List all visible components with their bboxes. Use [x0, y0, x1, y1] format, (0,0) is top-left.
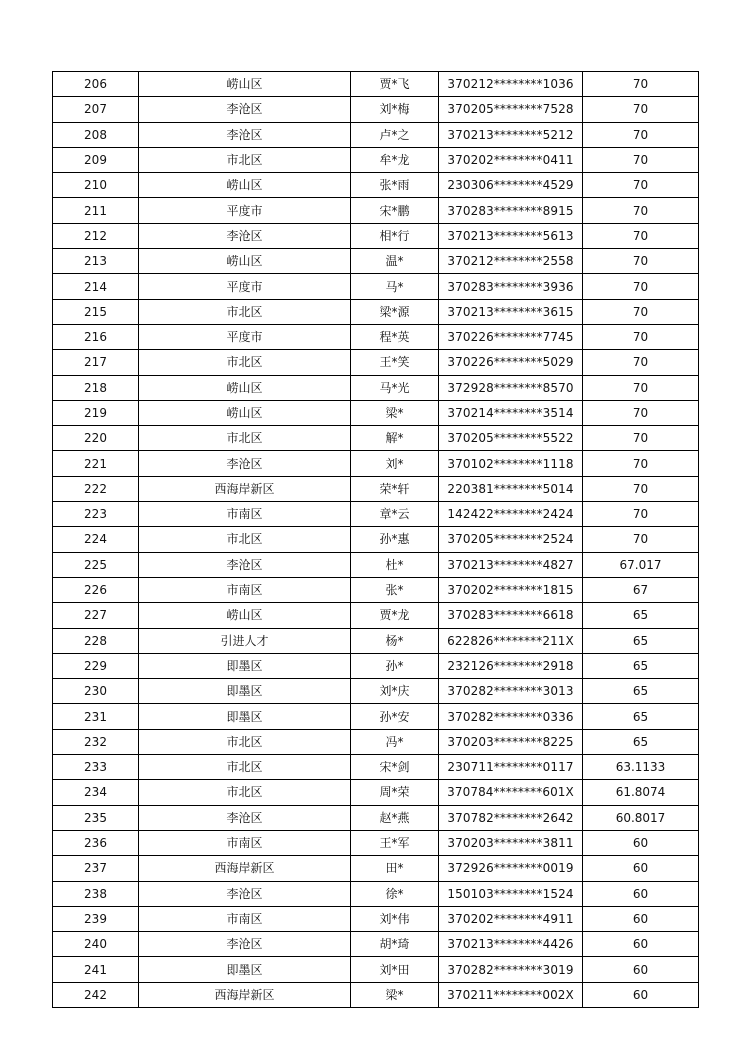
- person-name-cell: 刘*伟: [351, 906, 439, 931]
- table-row: [53, 527, 699, 552]
- row-number-cell: 211: [53, 198, 139, 223]
- district-cell: 西海岸新区: [139, 982, 351, 1007]
- row-number-cell: 225: [53, 552, 139, 577]
- person-name-cell: 王*军: [351, 830, 439, 855]
- person-name-cell: 徐*: [351, 881, 439, 906]
- table-row: [53, 957, 699, 982]
- person-name-cell: 杨*: [351, 628, 439, 653]
- table-row: [53, 881, 699, 906]
- row-number-cell: 239: [53, 906, 139, 931]
- district-cell: 市南区: [139, 906, 351, 931]
- district-cell: 李沧区: [139, 122, 351, 147]
- row-number-cell: 231: [53, 704, 139, 729]
- person-name-cell: 刘*梅: [351, 97, 439, 122]
- id-number-cell: 232126********2918: [439, 653, 583, 678]
- score-cell: 70: [583, 249, 699, 274]
- id-number-cell: 370205********7528: [439, 97, 583, 122]
- score-cell: 60: [583, 856, 699, 881]
- score-cell: 67.017: [583, 552, 699, 577]
- id-number-cell: 370202********4911: [439, 906, 583, 931]
- score-cell: 60: [583, 932, 699, 957]
- id-number-cell: 370203********3811: [439, 830, 583, 855]
- id-number-cell: 370782********2642: [439, 805, 583, 830]
- table-row: [53, 72, 699, 97]
- district-cell: 平度市: [139, 324, 351, 349]
- table-row: [53, 122, 699, 147]
- district-cell: 市北区: [139, 755, 351, 780]
- id-number-cell: 142422********2424: [439, 502, 583, 527]
- district-cell: 平度市: [139, 274, 351, 299]
- row-number-cell: 223: [53, 502, 139, 527]
- person-name-cell: 荣*轩: [351, 476, 439, 501]
- table-row: [53, 755, 699, 780]
- score-cell: 65: [583, 729, 699, 754]
- person-name-cell: 胡*琦: [351, 932, 439, 957]
- row-number-cell: 233: [53, 755, 139, 780]
- person-name-cell: 梁*源: [351, 299, 439, 324]
- row-number-cell: 237: [53, 856, 139, 881]
- score-cell: 65: [583, 704, 699, 729]
- table-row: [53, 147, 699, 172]
- person-name-cell: 章*云: [351, 502, 439, 527]
- table-row: [53, 552, 699, 577]
- score-cell: 70: [583, 476, 699, 501]
- table-row: [53, 350, 699, 375]
- table-row: [53, 856, 699, 881]
- row-number-cell: 235: [53, 805, 139, 830]
- score-cell: 70: [583, 122, 699, 147]
- id-number-cell: 370202********1815: [439, 577, 583, 602]
- score-cell: 65: [583, 679, 699, 704]
- district-cell: 李沧区: [139, 223, 351, 248]
- table-row: [53, 274, 699, 299]
- person-name-cell: 卢*之: [351, 122, 439, 147]
- person-name-cell: 孙*安: [351, 704, 439, 729]
- person-name-cell: 解*: [351, 426, 439, 451]
- id-number-cell: 370226********7745: [439, 324, 583, 349]
- row-number-cell: 242: [53, 982, 139, 1007]
- table-row: [53, 653, 699, 678]
- score-cell: 60.8017: [583, 805, 699, 830]
- table-row: [53, 223, 699, 248]
- row-number-cell: 240: [53, 932, 139, 957]
- person-name-cell: 冯*: [351, 729, 439, 754]
- score-cell: 60: [583, 906, 699, 931]
- id-number-cell: 230306********4529: [439, 173, 583, 198]
- district-cell: 引进人才: [139, 628, 351, 653]
- district-cell: 平度市: [139, 198, 351, 223]
- document-page: [52, 71, 698, 1008]
- table-row: [53, 906, 699, 931]
- person-name-cell: 宋*剑: [351, 755, 439, 780]
- person-name-cell: 田*: [351, 856, 439, 881]
- table-row: [53, 249, 699, 274]
- row-number-cell: 227: [53, 603, 139, 628]
- table-row: [53, 400, 699, 425]
- table-row: [53, 679, 699, 704]
- district-cell: 西海岸新区: [139, 856, 351, 881]
- person-name-cell: 刘*庆: [351, 679, 439, 704]
- district-cell: 李沧区: [139, 451, 351, 476]
- table-row: [53, 704, 699, 729]
- district-cell: 崂山区: [139, 603, 351, 628]
- table-row: [53, 97, 699, 122]
- table-row: [53, 805, 699, 830]
- score-cell: 65: [583, 653, 699, 678]
- row-number-cell: 238: [53, 881, 139, 906]
- row-number-cell: 219: [53, 400, 139, 425]
- district-cell: 市北区: [139, 527, 351, 552]
- person-name-cell: 张*: [351, 577, 439, 602]
- score-cell: 60: [583, 957, 699, 982]
- score-cell: 70: [583, 502, 699, 527]
- person-name-cell: 梁*: [351, 400, 439, 425]
- district-cell: 市南区: [139, 830, 351, 855]
- person-name-cell: 孙*惠: [351, 527, 439, 552]
- table-row: [53, 476, 699, 501]
- table-row: [53, 451, 699, 476]
- id-number-cell: 370283********8915: [439, 198, 583, 223]
- district-cell: 李沧区: [139, 881, 351, 906]
- score-cell: 60: [583, 982, 699, 1007]
- table-row: [53, 299, 699, 324]
- score-cell: 70: [583, 375, 699, 400]
- id-number-cell: 370283********6618: [439, 603, 583, 628]
- person-name-cell: 马*: [351, 274, 439, 299]
- id-number-cell: 220381********5014: [439, 476, 583, 501]
- person-name-cell: 贾*飞: [351, 72, 439, 97]
- score-cell: 63.1133: [583, 755, 699, 780]
- table-row: [53, 173, 699, 198]
- row-number-cell: 217: [53, 350, 139, 375]
- district-cell: 即墨区: [139, 653, 351, 678]
- id-number-cell: 370205********5522: [439, 426, 583, 451]
- district-cell: 崂山区: [139, 375, 351, 400]
- table-row: [53, 603, 699, 628]
- roster-table-body: [53, 72, 699, 1008]
- id-number-cell: 370211********002X: [439, 982, 583, 1007]
- table-row: [53, 577, 699, 602]
- person-name-cell: 宋*鹏: [351, 198, 439, 223]
- district-cell: 李沧区: [139, 552, 351, 577]
- district-cell: 市北区: [139, 350, 351, 375]
- district-cell: 即墨区: [139, 957, 351, 982]
- id-number-cell: 370283********3936: [439, 274, 583, 299]
- id-number-cell: 370213********4426: [439, 932, 583, 957]
- table-row: [53, 780, 699, 805]
- person-name-cell: 杜*: [351, 552, 439, 577]
- person-name-cell: 赵*燕: [351, 805, 439, 830]
- district-cell: 市北区: [139, 729, 351, 754]
- score-cell: 67: [583, 577, 699, 602]
- score-cell: 70: [583, 198, 699, 223]
- score-cell: 60: [583, 881, 699, 906]
- person-name-cell: 周*荣: [351, 780, 439, 805]
- score-cell: 65: [583, 628, 699, 653]
- id-number-cell: 370213********3615: [439, 299, 583, 324]
- table-row: [53, 982, 699, 1007]
- id-number-cell: 230711********0117: [439, 755, 583, 780]
- table-row: [53, 324, 699, 349]
- score-cell: 70: [583, 350, 699, 375]
- row-number-cell: 210: [53, 173, 139, 198]
- person-name-cell: 温*: [351, 249, 439, 274]
- district-cell: 市南区: [139, 577, 351, 602]
- id-number-cell: 370282********3013: [439, 679, 583, 704]
- id-number-cell: 622826********211X: [439, 628, 583, 653]
- row-number-cell: 212: [53, 223, 139, 248]
- id-number-cell: 370282********3019: [439, 957, 583, 982]
- row-number-cell: 214: [53, 274, 139, 299]
- row-number-cell: 226: [53, 577, 139, 602]
- district-cell: 崂山区: [139, 72, 351, 97]
- id-number-cell: 370205********2524: [439, 527, 583, 552]
- row-number-cell: 236: [53, 830, 139, 855]
- score-cell: 61.8074: [583, 780, 699, 805]
- score-cell: 70: [583, 324, 699, 349]
- id-number-cell: 370212********1036: [439, 72, 583, 97]
- row-number-cell: 206: [53, 72, 139, 97]
- row-number-cell: 230: [53, 679, 139, 704]
- row-number-cell: 207: [53, 97, 139, 122]
- id-number-cell: 370212********2558: [439, 249, 583, 274]
- table-row: [53, 628, 699, 653]
- id-number-cell: 370226********5029: [439, 350, 583, 375]
- row-number-cell: 216: [53, 324, 139, 349]
- row-number-cell: 241: [53, 957, 139, 982]
- district-cell: 市北区: [139, 426, 351, 451]
- id-number-cell: 370282********0336: [439, 704, 583, 729]
- district-cell: 李沧区: [139, 805, 351, 830]
- person-name-cell: 马*光: [351, 375, 439, 400]
- score-cell: 60: [583, 830, 699, 855]
- district-cell: 李沧区: [139, 97, 351, 122]
- person-name-cell: 程*英: [351, 324, 439, 349]
- score-cell: 70: [583, 299, 699, 324]
- id-number-cell: 370102********1118: [439, 451, 583, 476]
- score-cell: 70: [583, 274, 699, 299]
- row-number-cell: 228: [53, 628, 139, 653]
- row-number-cell: 218: [53, 375, 139, 400]
- id-number-cell: 370784********601X: [439, 780, 583, 805]
- score-cell: 70: [583, 400, 699, 425]
- district-cell: 即墨区: [139, 704, 351, 729]
- id-number-cell: 372928********8570: [439, 375, 583, 400]
- id-number-cell: 370202********0411: [439, 147, 583, 172]
- person-name-cell: 贾*龙: [351, 603, 439, 628]
- row-number-cell: 224: [53, 527, 139, 552]
- district-cell: 市北区: [139, 299, 351, 324]
- person-name-cell: 张*雨: [351, 173, 439, 198]
- table-row: [53, 198, 699, 223]
- district-cell: 崂山区: [139, 249, 351, 274]
- district-cell: 西海岸新区: [139, 476, 351, 501]
- row-number-cell: 222: [53, 476, 139, 501]
- row-number-cell: 229: [53, 653, 139, 678]
- person-name-cell: 孙*: [351, 653, 439, 678]
- table-row: [53, 502, 699, 527]
- table-row: [53, 426, 699, 451]
- id-number-cell: 370213********5613: [439, 223, 583, 248]
- id-number-cell: 150103********1524: [439, 881, 583, 906]
- row-number-cell: 234: [53, 780, 139, 805]
- table-row: [53, 830, 699, 855]
- id-number-cell: 370203********8225: [439, 729, 583, 754]
- row-number-cell: 232: [53, 729, 139, 754]
- id-number-cell: 370213********5212: [439, 122, 583, 147]
- score-cell: 70: [583, 97, 699, 122]
- person-name-cell: 梁*: [351, 982, 439, 1007]
- row-number-cell: 213: [53, 249, 139, 274]
- row-number-cell: 221: [53, 451, 139, 476]
- district-cell: 李沧区: [139, 932, 351, 957]
- person-name-cell: 刘*: [351, 451, 439, 476]
- id-number-cell: 372926********0019: [439, 856, 583, 881]
- score-cell: 70: [583, 451, 699, 476]
- district-cell: 市南区: [139, 502, 351, 527]
- district-cell: 崂山区: [139, 173, 351, 198]
- score-cell: 70: [583, 426, 699, 451]
- score-cell: 70: [583, 223, 699, 248]
- row-number-cell: 208: [53, 122, 139, 147]
- district-cell: 崂山区: [139, 400, 351, 425]
- score-cell: 70: [583, 173, 699, 198]
- score-cell: 70: [583, 147, 699, 172]
- table-row: [53, 932, 699, 957]
- score-cell: 65: [583, 603, 699, 628]
- id-number-cell: 370214********3514: [439, 400, 583, 425]
- person-name-cell: 刘*田: [351, 957, 439, 982]
- row-number-cell: 220: [53, 426, 139, 451]
- row-number-cell: 209: [53, 147, 139, 172]
- score-cell: 70: [583, 527, 699, 552]
- roster-table: [52, 71, 699, 1008]
- row-number-cell: 215: [53, 299, 139, 324]
- score-cell: 70: [583, 72, 699, 97]
- person-name-cell: 相*行: [351, 223, 439, 248]
- district-cell: 市北区: [139, 147, 351, 172]
- district-cell: 即墨区: [139, 679, 351, 704]
- table-row: [53, 375, 699, 400]
- id-number-cell: 370213********4827: [439, 552, 583, 577]
- person-name-cell: 王*笑: [351, 350, 439, 375]
- district-cell: 市北区: [139, 780, 351, 805]
- person-name-cell: 牟*龙: [351, 147, 439, 172]
- table-row: [53, 729, 699, 754]
